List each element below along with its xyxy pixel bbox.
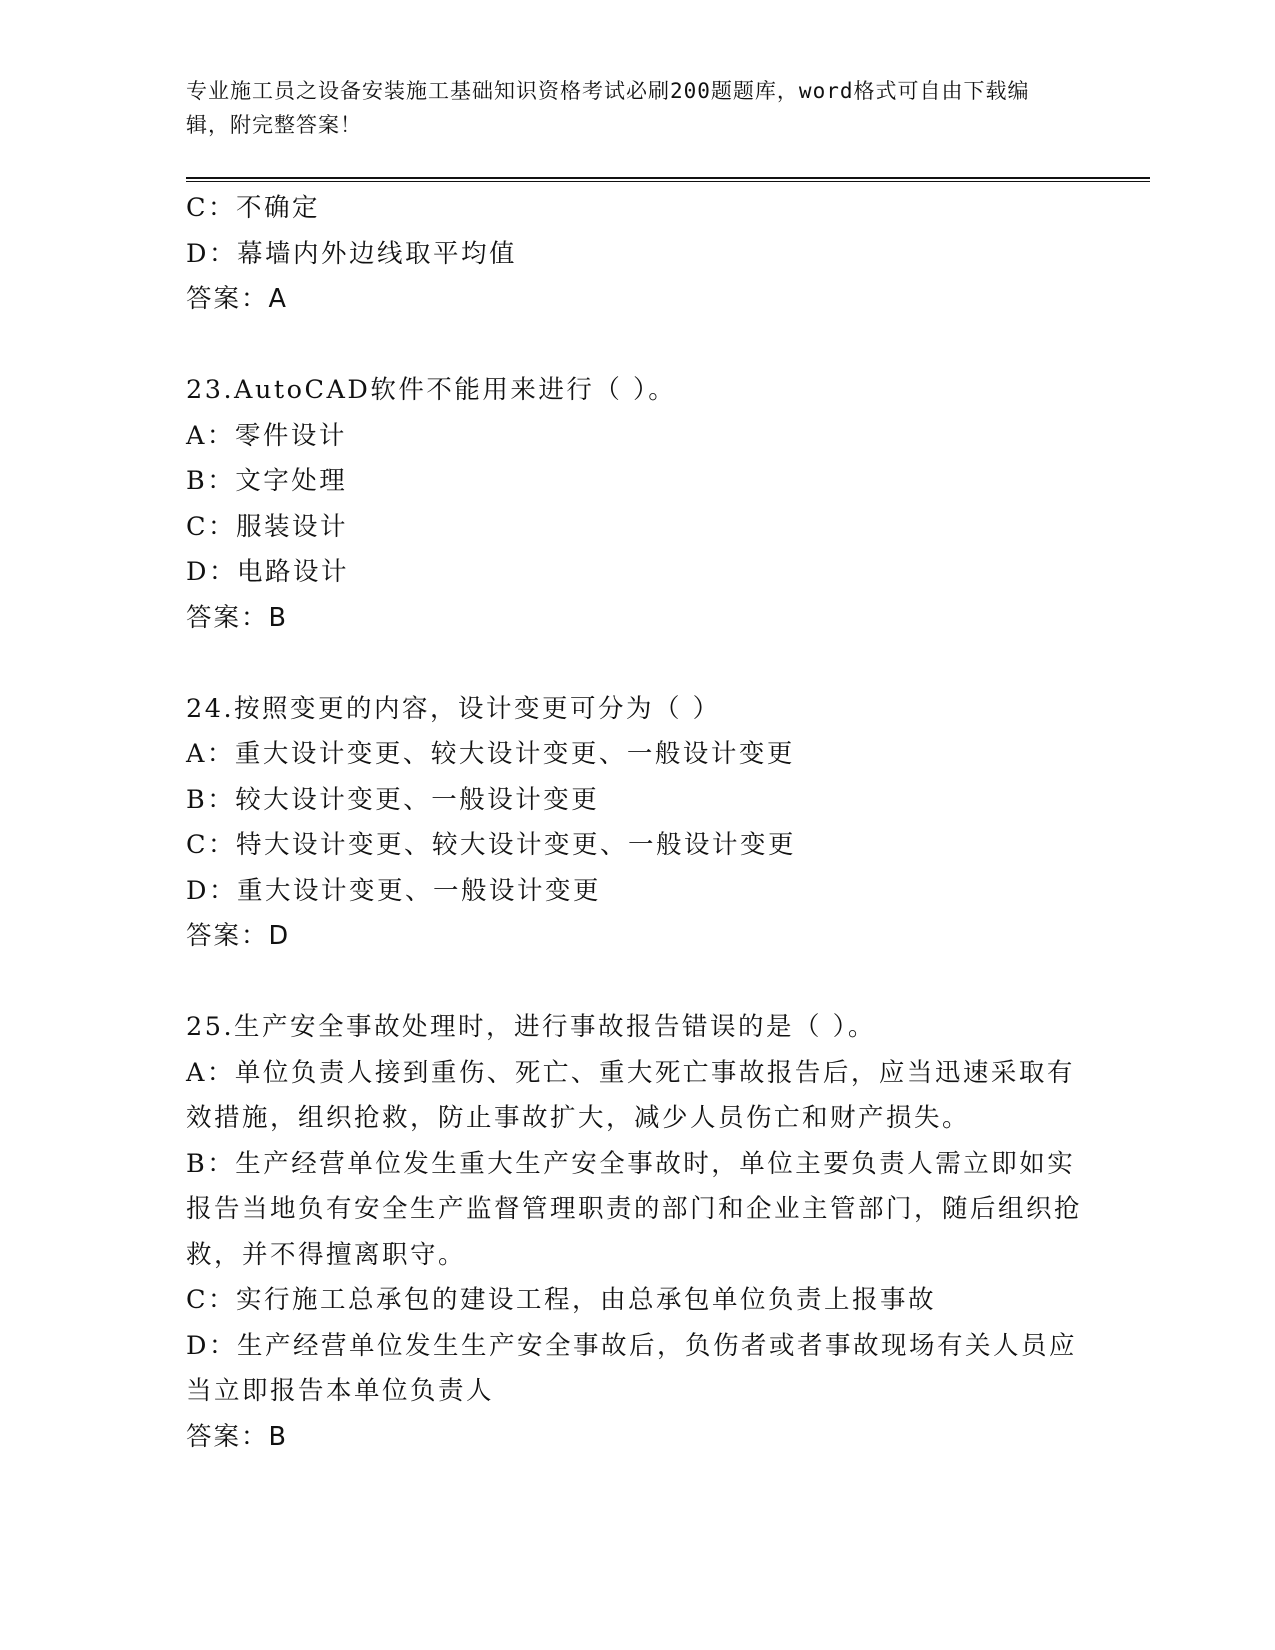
option-c: C：特大设计变更、较大设计变更、一般设计变更 bbox=[186, 830, 797, 860]
option-d: D：重大设计变更、一般设计变更 bbox=[186, 875, 601, 906]
option-a: A：零件设计 bbox=[186, 420, 347, 451]
option-d: D：电路设计 bbox=[186, 557, 349, 587]
question-stem: 25.生产安全事故处理时，进行事故报告错误的是（ ）。 bbox=[186, 1012, 876, 1042]
answer-line: 答案：A bbox=[186, 284, 288, 314]
question-24 bbox=[186, 687, 1086, 960]
question-25 bbox=[186, 1005, 1086, 1460]
option-b: B：文字处理 bbox=[186, 466, 348, 496]
spacer bbox=[186, 960, 1086, 1006]
spacer bbox=[186, 641, 1086, 687]
question-stem: 23.AutoCAD软件不能用来进行（ ）。 bbox=[186, 375, 677, 405]
option-a: A：重大设计变更、较大设计变更、一般设计变更 bbox=[186, 739, 795, 769]
question-23 bbox=[186, 368, 1086, 641]
answer-line: 答案：B bbox=[186, 602, 288, 633]
option-b: B：生产经营单位发生重大生产安全事故时，单位主要负责人需立即如实报告当地负有安全生产监督管理职责的部门和企业主管部门，随后组织抢救，并不得擅离职守。 bbox=[186, 1148, 1083, 1270]
answer-line: 答案：D bbox=[186, 921, 291, 951]
header-divider bbox=[186, 177, 1150, 182]
option-c: C：实行施工总承包的建设工程，由总承包单位负责上报事故 bbox=[186, 1285, 937, 1315]
document-body bbox=[186, 186, 1086, 1460]
option-c: C：不确定 bbox=[186, 193, 321, 223]
option-a: A：单位负责人接到重伤、死亡、重大死亡事故报告后，应当迅速采取有效措施，组织抢救，防止事故扩大，减少人员伤亡和财产损失。 bbox=[186, 1057, 1075, 1133]
previous-question-tail bbox=[186, 186, 1086, 323]
option-d: D：生产经营单位发生生产安全事故后，负伤者或者事故现场有关人员应当立即报告本单位负责人 bbox=[186, 1330, 1077, 1406]
document-header: 专业施工员之设备安装施工基础知识资格考试必刷200题题库，word格式可自由下载编辑，附完整答案！ bbox=[186, 79, 1030, 137]
option-c: C：服装设计 bbox=[186, 511, 349, 542]
option-b: B：较大设计变更、一般设计变更 bbox=[186, 784, 600, 815]
spacer bbox=[186, 323, 1086, 369]
answer-line: 答案：B bbox=[186, 1421, 288, 1452]
question-stem: 24.按照变更的内容，设计变更可分为（ ） bbox=[186, 693, 721, 724]
option-d: D：幕墙内外边线取平均值 bbox=[186, 238, 517, 269]
